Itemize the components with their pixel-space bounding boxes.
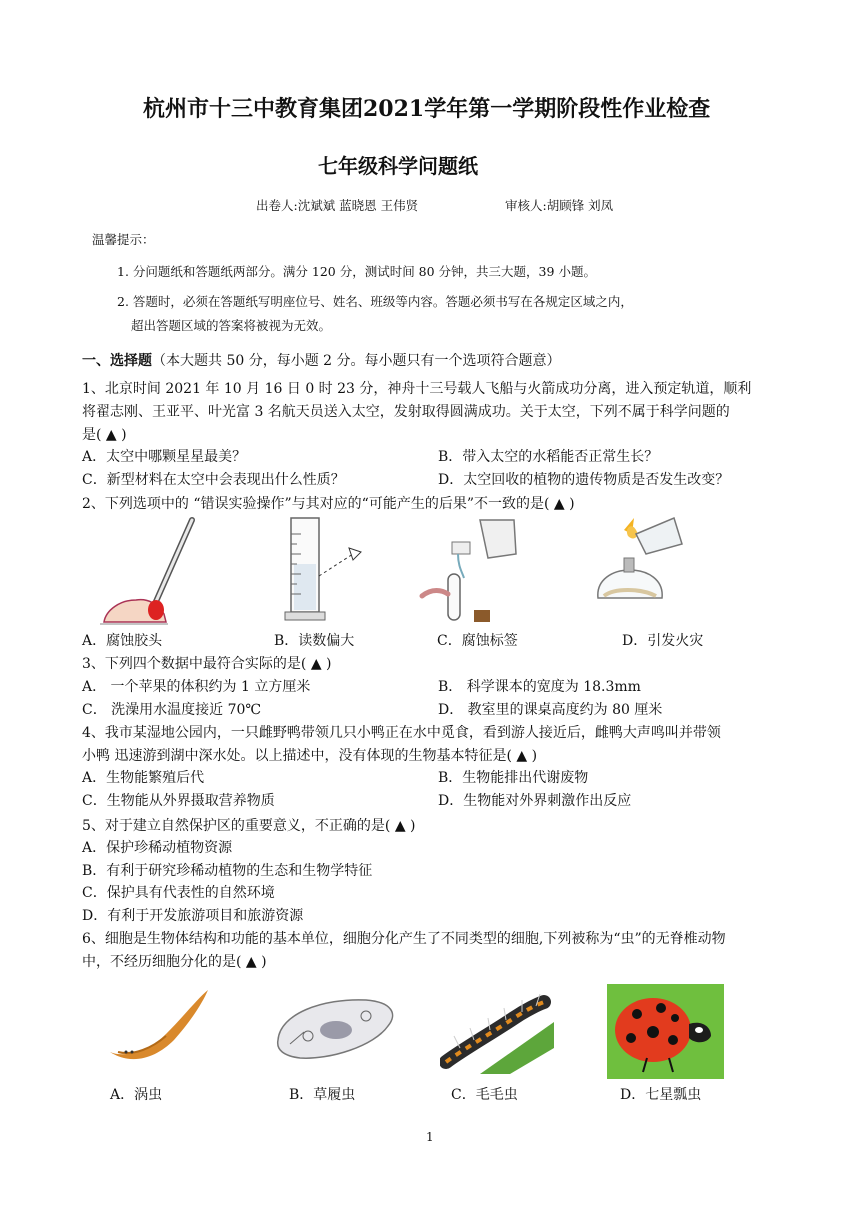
q2-option-d: D．引发火灾 <box>622 633 704 649</box>
q1-stem-line1: 1、北京时间 2021 年 10 月 16 日 0 时 23 分，神舟十三号载人飞船与火箭成功分离，进入预定轨道，顺利 <box>82 381 752 397</box>
q3-stem: 3、下列四个数据中最符合实际的是( ▲ ) <box>82 656 332 672</box>
tips-item-1: 1. 分问题纸和答题纸两部分。满分 120 分，测试时间 80 分钟，共三大题，39 小题。 <box>117 264 596 279</box>
q2-option-a: A．腐蚀胶头 <box>82 633 163 649</box>
q5-option-c: C．保护具有代表性的自然环境 <box>82 885 275 901</box>
q6-stem-line1: 6、细胞是生物体结构和功能的基本单位，细胞分化产生了不同类型的细胞,下列被称为“虫”的无脊椎动物 <box>82 931 726 947</box>
alcohol-lamp-image <box>590 514 690 614</box>
q6-option-a: A．涡虫 <box>110 1087 163 1103</box>
ladybug-image <box>607 984 724 1079</box>
q2-option-b: B．读数偏大 <box>274 633 355 649</box>
authors: 出卷人:沈斌斌 蓝晓恩 王伟贤 <box>256 198 419 213</box>
q3-option-d: D． 教室里的课桌高度约为 80 厘米 <box>438 702 663 718</box>
q1-stem-line2: 将翟志刚、王亚平、叶光富 3 名航天员送入太空，发射取得圆满成功。关于太空，下列不属于科学问题的 <box>82 404 730 420</box>
dropper-hand-image <box>96 514 206 626</box>
q6-option-c: C．毛毛虫 <box>451 1087 518 1103</box>
q1-option-d: D．太空回收的植物的遗传物质是否发生改变？ <box>438 472 730 488</box>
q6-stem-line2: 中，不经历细胞分化的是( ▲ ) <box>82 954 267 970</box>
caterpillar-image <box>440 988 554 1074</box>
planarian-image <box>104 982 214 1066</box>
q2-stem: 2、下列选项中的 “错误实验操作”与其对应的“可能产生的后果”不一致的是( ▲ ) <box>82 496 575 512</box>
q5-option-a: A．保护珍稀动植物资源 <box>82 840 233 856</box>
section-heading <box>82 350 561 370</box>
q1-option-b: B．带入太空的水稻能否正常生长？ <box>438 449 659 465</box>
q4-stem-line1: 4、我市某湿地公园内，一只雌野鸭带领几只小鸭正在水中觅食，看到游人接近后，雌鸭大声鸣叫并带领 <box>82 725 721 741</box>
q1-option-c: C．新型材料在太空中会表现出什么性质？ <box>82 472 345 488</box>
graduated-cylinder-image <box>283 514 373 626</box>
section-title: 一、选择题 <box>82 353 152 369</box>
q5-option-d: D．有利于开发旅游项目和旅游资源 <box>82 908 304 924</box>
q1-stem-line3: 是( ▲ ) <box>82 427 127 443</box>
q2-option-c: C．腐蚀标签 <box>437 633 518 649</box>
q4-option-b: B．生物能排出代谢废物 <box>438 770 589 786</box>
q6-option-b: B．草履虫 <box>289 1087 356 1103</box>
q4-option-c: C．生物能从外界摄取营养物质 <box>82 793 275 809</box>
q4-option-a: A．生物能繁殖后代 <box>82 770 205 786</box>
tips-label: 温馨提示： <box>92 232 155 247</box>
q3-option-c: C． 洗澡用水温度接近 70℃ <box>82 702 262 718</box>
page-title: 杭州市十三中教育集团2021学年第一学期阶段性作业检查 <box>143 96 711 122</box>
paramecium-image <box>270 992 400 1064</box>
section-note: （本大题共 50 分，每小题 2 分。每小题只有一个选项符合题意） <box>152 353 561 369</box>
q5-option-b: B．有利于研究珍稀动植物的生态和生物学特征 <box>82 863 373 879</box>
page-subtitle: 七年级科学问题纸 <box>318 154 478 178</box>
q5-stem: 5、对于建立自然保护区的重要意义，不正确的是( ▲ ) <box>82 818 416 834</box>
q3-option-a: A． 一个苹果的体积约为 1 立方厘米 <box>82 679 311 695</box>
q3-option-b: B． 科学课本的宽度为 18.3mm <box>438 679 641 695</box>
reagent-bottle-image <box>418 514 523 626</box>
page-number: 1 <box>426 1130 434 1144</box>
q1-option-a: A．太空中哪颗星星最美？ <box>82 449 247 465</box>
reviewers: 审核人:胡顾锋 刘凤 <box>505 198 614 213</box>
q4-option-d: D．生物能对外界刺激作出反应 <box>438 793 632 809</box>
tips-item-2-line1: 2. 答题时，必须在答题纸写明座位号、姓名、班级等内容。答题必须书写在各规定区域之内， <box>117 294 633 309</box>
q4-stem-line2: 小鸭 迅速游到湖中深水处。以上描述中，没有体现的生物基本特征是( ▲ ) <box>82 748 538 764</box>
tips-item-2-line2: 超出答题区域的答案将被视为无效。 <box>131 318 332 333</box>
q6-option-d: D．七星瓢虫 <box>620 1087 702 1103</box>
